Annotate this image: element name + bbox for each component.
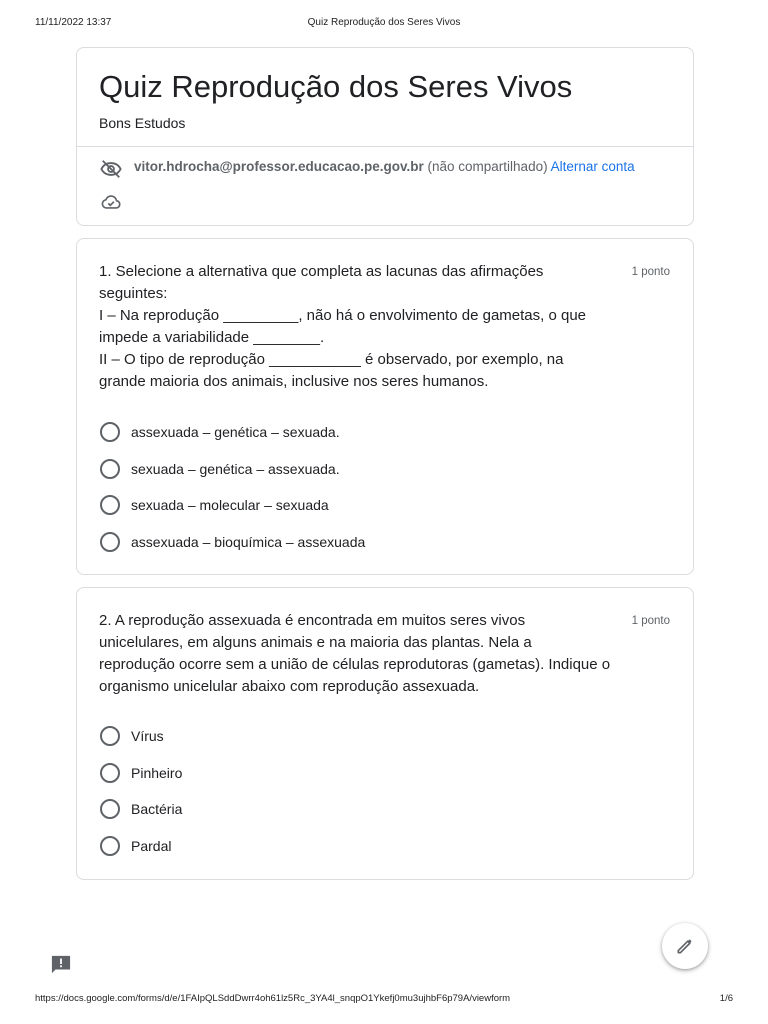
print-page-number: 1/6 bbox=[719, 993, 733, 1004]
print-datetime: 11/11/2022 13:37 bbox=[35, 17, 112, 28]
print-url: https://docs.google.com/forms/d/e/1FAIpQLSddDwrr4oh61lz5Rc_3YA4l_snqpO1Ykefj0mu3ujhbF6p79A/viewform bbox=[35, 993, 511, 1004]
question-options-2 bbox=[100, 718, 182, 864]
radio-button[interactable] bbox=[100, 422, 120, 442]
answer-option[interactable] bbox=[100, 828, 182, 865]
radio-button[interactable] bbox=[100, 763, 120, 783]
answer-option[interactable] bbox=[100, 791, 182, 828]
account-line bbox=[134, 159, 635, 174]
answer-option[interactable] bbox=[100, 755, 182, 792]
answer-option-label: assexuada – genética – sexuada. bbox=[131, 424, 340, 441]
radio-button[interactable] bbox=[100, 836, 120, 856]
account-share-note: (não compartilhado) bbox=[427, 159, 548, 174]
switch-account-link[interactable]: Alternar conta bbox=[550, 159, 635, 174]
answer-option[interactable] bbox=[100, 414, 365, 451]
header-divider bbox=[77, 146, 693, 147]
print-doc-title: Quiz Reprodução dos Seres Vivos bbox=[307, 17, 461, 28]
visibility-off-icon bbox=[100, 158, 122, 180]
question-points-1: 1 ponto bbox=[631, 266, 670, 278]
answer-option[interactable] bbox=[100, 524, 365, 561]
answer-option-label: sexuada – molecular – sexuada bbox=[131, 497, 329, 514]
edit-button[interactable] bbox=[662, 923, 708, 969]
question-card-1 bbox=[76, 238, 694, 575]
question-text-1: 1. Selecione a alternativa que completa as lacunas das afirmações seguintes: I – Na reprodução _________, não há o envolvimento de gametas, o que impede a variabilidade ________. II – O tipo de reprodução ___________ é observado, por exemplo, na grande maioria dos animais, inclusive nos seres humanos. bbox=[99, 263, 587, 390]
cloud-done-icon bbox=[100, 191, 122, 213]
answer-option[interactable] bbox=[100, 451, 365, 488]
answer-option-label: Bactéria bbox=[131, 801, 183, 818]
answer-option-label: Vírus bbox=[131, 728, 164, 745]
print-footer bbox=[0, 993, 768, 1007]
answer-option-label: Pardal bbox=[131, 837, 172, 854]
answer-option-label: sexuada – genética – assexuada. bbox=[131, 460, 340, 477]
form-description: Bons Estudos bbox=[99, 115, 186, 131]
answer-option-label: assexuada – bioquímica – assexuada bbox=[131, 533, 366, 550]
radio-button[interactable] bbox=[100, 726, 120, 746]
print-header bbox=[0, 17, 768, 31]
question-points-2: 1 ponto bbox=[631, 615, 670, 627]
answer-option-label: Pinheiro bbox=[131, 764, 183, 781]
radio-button[interactable] bbox=[100, 495, 120, 515]
question-card-2 bbox=[76, 587, 694, 880]
radio-button[interactable] bbox=[100, 532, 120, 552]
question-options-1 bbox=[100, 414, 365, 560]
account-email: vitor.hdrocha@professor.educacao.pe.gov.br bbox=[134, 159, 424, 174]
feedback-icon[interactable] bbox=[50, 954, 72, 974]
form-title: Quiz Reprodução dos Seres Vivos bbox=[99, 69, 573, 104]
form-header-card bbox=[76, 47, 694, 226]
edit-icon bbox=[675, 936, 695, 956]
answer-option[interactable] bbox=[100, 487, 365, 524]
question-text-2: 2. A reprodução assexuada é encontrada em muitos seres vivos unicelulares, em alguns animais e na maioria das plantas. Nela a reprodução ocorre sem a união de células reprodutoras (gametas). Indique o organismo unicelular abaixo com reprodução assexuada. bbox=[99, 612, 611, 695]
radio-button[interactable] bbox=[100, 459, 120, 479]
radio-button[interactable] bbox=[100, 799, 120, 819]
answer-option[interactable] bbox=[100, 718, 182, 755]
